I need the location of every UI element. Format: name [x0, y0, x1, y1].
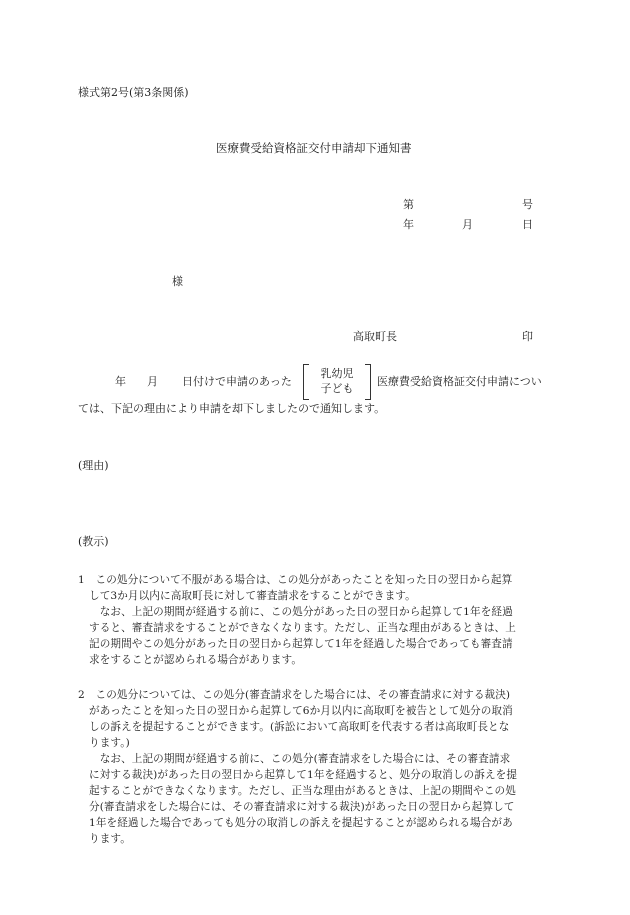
form-reference: 様式第2号(第3条関係): [78, 86, 189, 99]
paragraph-line: ります。): [89, 737, 130, 749]
issuer-name: 高取町長: [353, 330, 397, 343]
instruction-paragraph-2: [78, 687, 560, 847]
paragraph-line: なお、上記の期間が経過する前に、この処分(審査請求をした場合には、その審査請求: [89, 753, 511, 765]
paragraph-line: して3か月以内に高取町長に対して審査請求をすることができます。: [89, 590, 416, 602]
paragraph-line: 求をすることが認められる場合があります。: [89, 654, 303, 666]
paragraph-line: 起することができなくなります。ただし、正当な理由があるときは、上記の期間やこの処: [89, 785, 516, 797]
body-year: 年: [115, 375, 126, 388]
doc-number-suffix: 号: [522, 198, 533, 211]
paragraph-line: 1 この処分について不服がある場合は、この処分があったことを知った日の翌日から起算: [78, 574, 513, 586]
date-month: 月: [462, 218, 473, 231]
paragraph-line: 2 この処分については、この処分(審査請求をした場合には、その審査請求に対する裁決): [78, 689, 511, 701]
body-lead: 日付けで申請のあった: [182, 375, 292, 388]
paragraph-line: なお、上記の期間が経過する前に、この処分があった日の翌日から起算して1年を経過: [89, 606, 513, 618]
date-day: 日: [522, 218, 533, 231]
instruction-paragraph-1: [78, 572, 560, 668]
choice-infant: 乳幼児: [320, 367, 354, 380]
date-year: 年: [403, 218, 414, 231]
paragraph-line: 記の期間やこの処分があった日の翌日から起算して1年を経過した場合であっても審査請: [89, 638, 513, 650]
addressee-suffix: 様: [172, 275, 183, 288]
paragraph-line: 1年を経過した場合であっても処分の取消しの訴えを提起することが認められる場合があ: [89, 817, 513, 829]
instruction-heading: (教示): [78, 535, 109, 548]
paragraph-line: に対する裁決)があった日の翌日から起算して1年を経過すると、処分の取消しの訴えを提: [89, 769, 518, 781]
body-month: 月: [147, 375, 158, 388]
paragraph-line: すると、審査請求をすることができなくなります。ただし、正当な理由があるときは、上: [89, 622, 516, 634]
body-line-2: ては、下記の理由により申請を却下しましたので通知します。: [78, 402, 386, 415]
doc-number-prefix: 第: [403, 198, 414, 211]
choice-child: 子ども: [320, 382, 354, 395]
reason-heading: (理由): [78, 459, 109, 472]
paragraph-line: 分(審査請求をした場合には、その審査請求に対する裁決)があった日の翌日から起算して: [89, 801, 515, 813]
issuer-seal: 印: [522, 330, 533, 343]
paragraph-line: しの訴えを提起することができます。(訴訟において高取町を代表する者は高取町長とな: [89, 721, 510, 733]
recipient-type-choice: [303, 364, 371, 398]
paragraph-line: ります。: [89, 833, 131, 845]
paragraph-line: があったことを知った日の翌日から起算して6か月以内に高取町を被告として処分の取消: [89, 705, 513, 717]
body-after-choice: 医療費受給資格証交付申請につい: [377, 375, 542, 388]
document-title: 医療費受給資格証交付申請却下通知書: [216, 141, 412, 155]
